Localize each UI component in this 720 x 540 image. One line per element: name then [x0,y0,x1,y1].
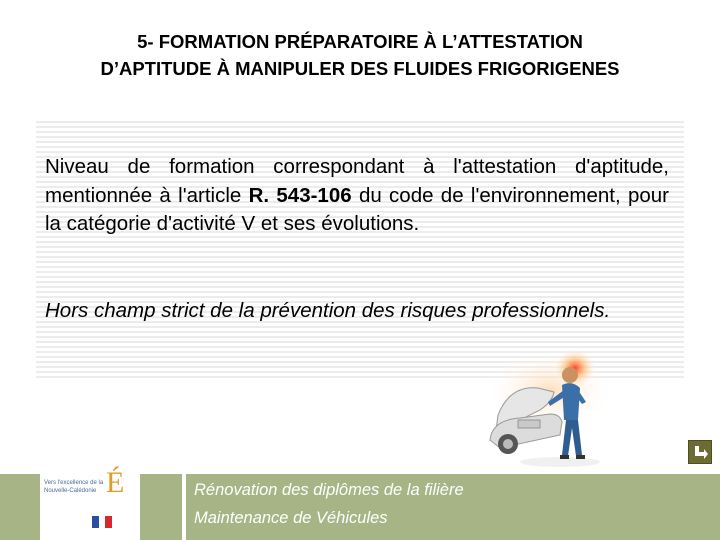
mechanic-refrigerant-illustration [480,340,630,470]
paragraph-level [45,153,669,239]
paragraph-level-part2: du code de l'environnement, pour la catégorie d'activité V et ses évolutions. [45,183,670,235]
paragraph-scope: Hors champ strict de la prévention des risques professionnels. [45,299,611,322]
footer-caption [194,476,464,532]
footer [0,466,720,540]
return-button[interactable] [688,440,712,464]
slide-title [20,28,700,82]
footer-caption-line1: Rénovation des diplômes de la filière [194,481,464,499]
footer-left-panel [0,466,182,540]
logo-letter: É [106,466,125,499]
french-flag-icon [92,516,112,528]
article-reference: R. 543-106 [248,183,352,207]
slide-title-line1: 5- FORMATION PRÉPARATOIRE À L’ATTESTATION [137,31,583,52]
logo-text: Vers l'excellence de la Nouvelle-Calédonie [44,480,104,494]
slide-title-line2: D’APTITUDE À MANIPULER DES FLUIDES FRIGORIGENES [100,58,620,79]
return-arrow-icon [689,441,711,463]
footer-caption-line2: Maintenance de Véhicules [194,509,388,527]
paragraph-level-part1: Niveau de formation correspondant à l'attestation d'aptitude, mentionnée à l'article [45,155,669,207]
institution-logo [40,466,140,540]
footer-right-panel [186,474,720,540]
